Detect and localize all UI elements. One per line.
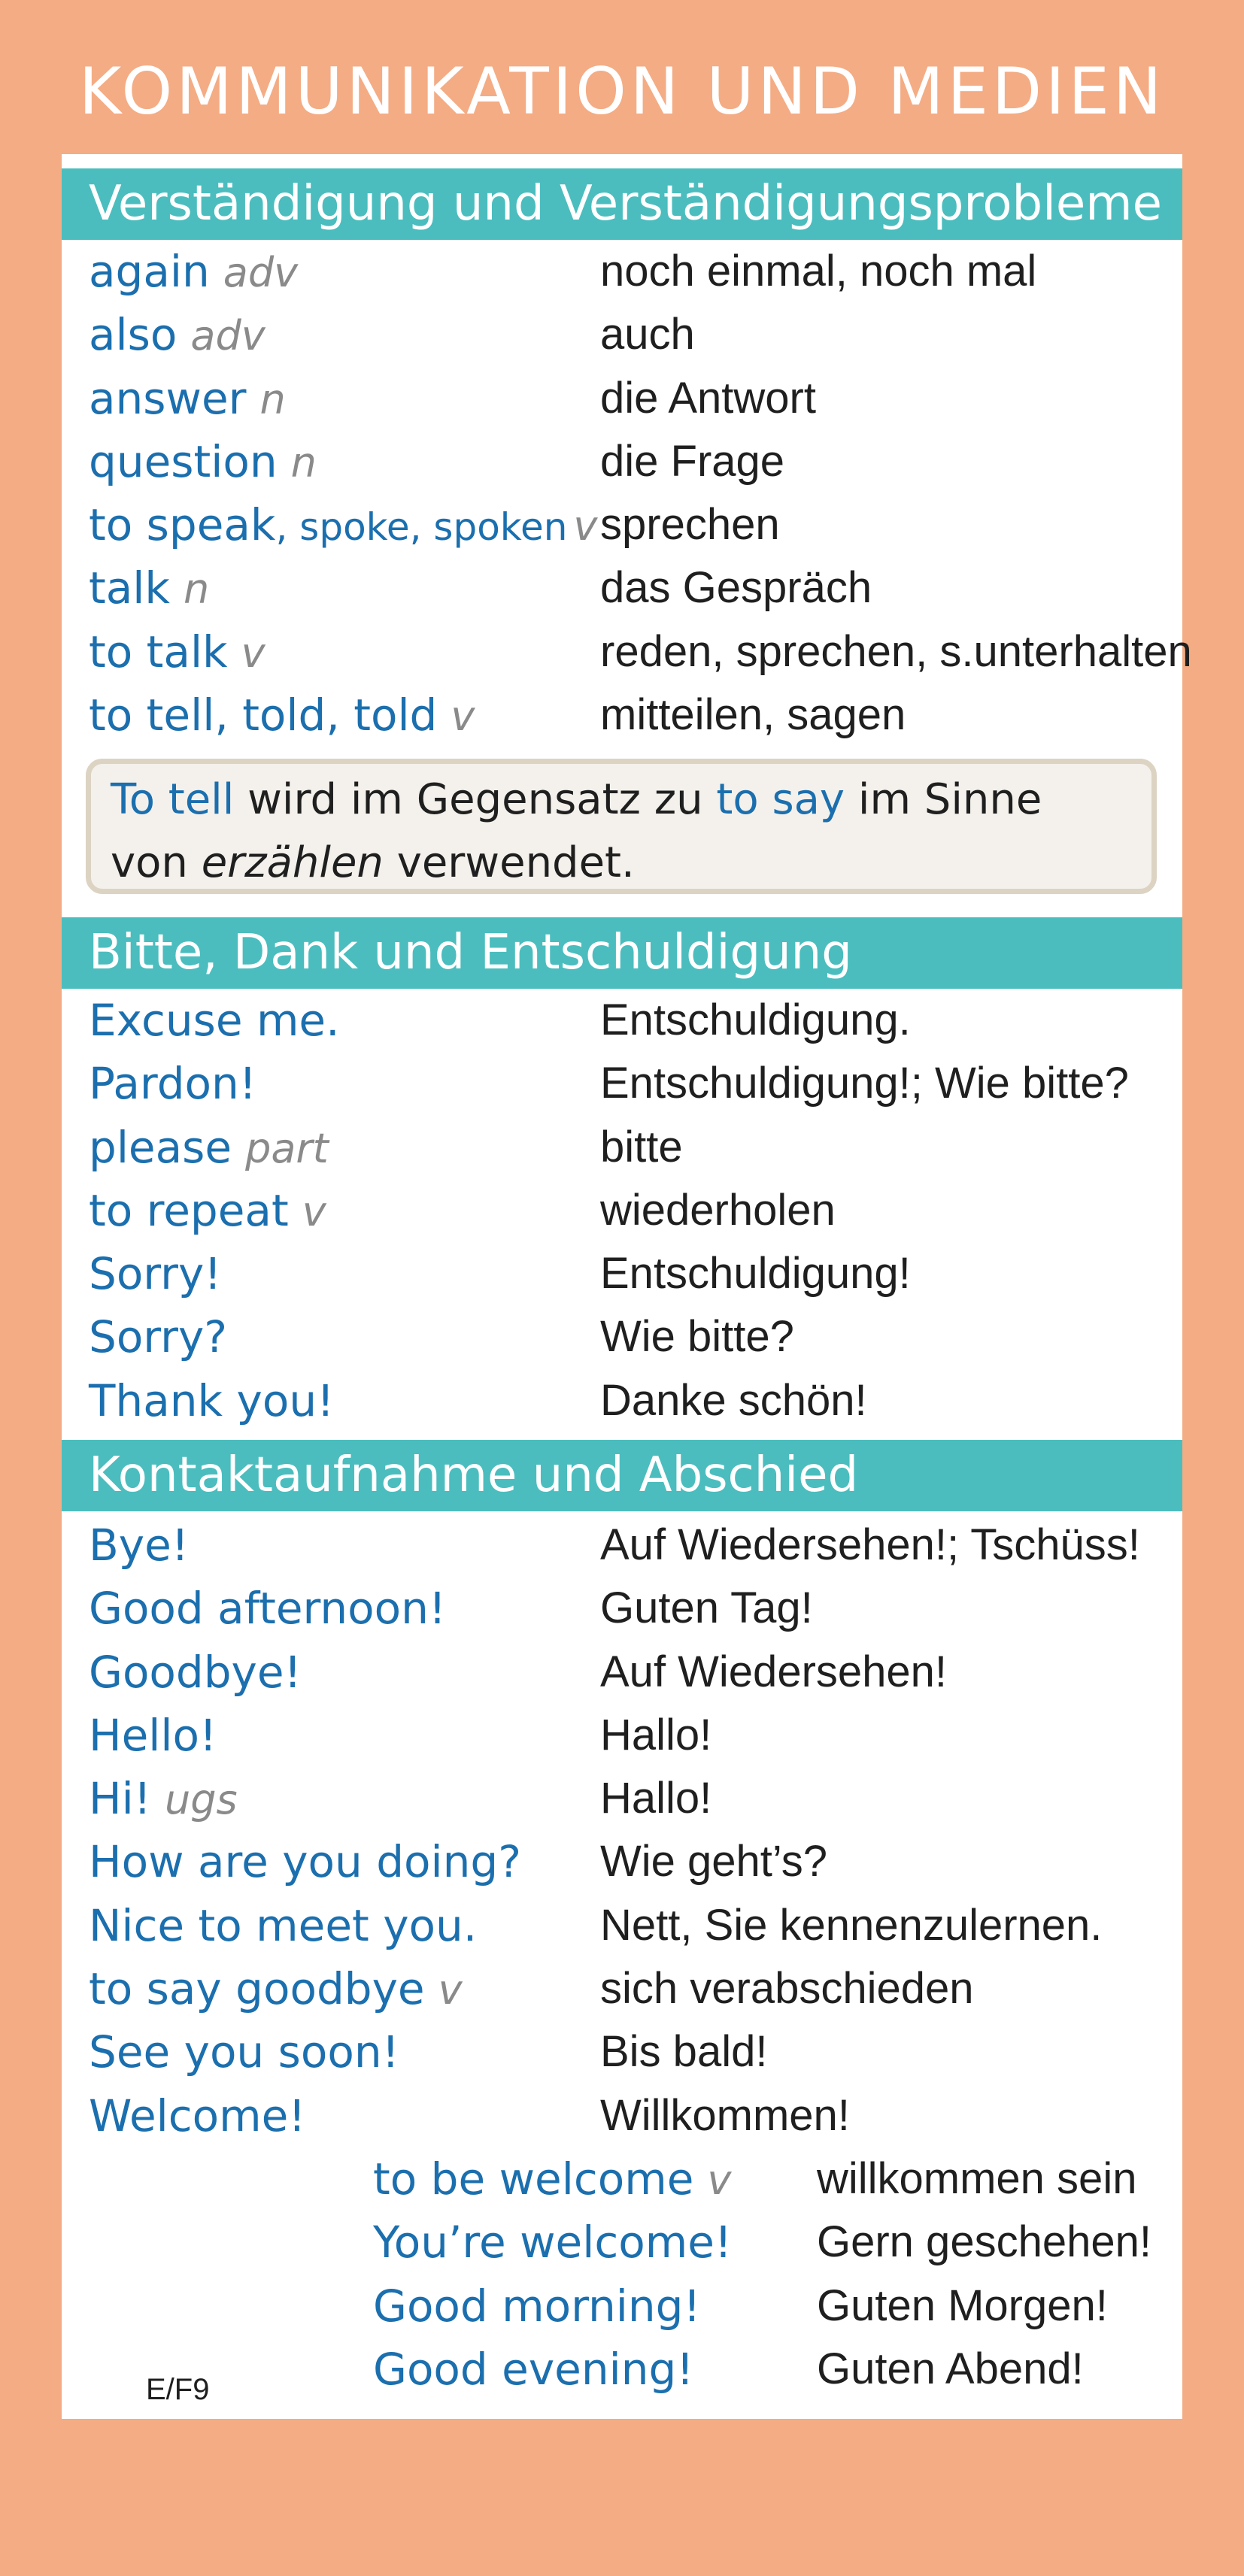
english-term: answer n [89, 372, 286, 424]
english-term: to repeat v [89, 1184, 326, 1236]
german-translation: Nett, Sie kennenzulernen. [600, 1900, 1103, 1950]
part-of-speech: v [241, 629, 265, 677]
vocab-subentry [62, 2147, 1182, 2211]
vocab-entry [62, 240, 1182, 303]
vocab-entry [62, 1305, 1182, 1368]
english-term: How are you doing? [89, 1836, 521, 1888]
english-term: Good evening! [373, 2343, 694, 2395]
section-header-bitte-dank: Bitte, Dank und Entschuldigung [62, 917, 1182, 989]
german-translation: das Gespräch [600, 563, 872, 613]
english-term: Goodbye! [89, 1646, 302, 1698]
english-term: Good afternoon! [89, 1583, 447, 1635]
section-header-kontakt-abschied: Kontaktaufnahme und Abschied [62, 1440, 1182, 1511]
part-of-speech: adv [190, 312, 265, 360]
vocab-subentry [62, 2211, 1182, 2274]
german-translation: willkommen sein [817, 2154, 1137, 2203]
vocab-entry [62, 1957, 1182, 2020]
german-translation: Gern geschehen! [817, 2217, 1151, 2267]
english-term: Sorry! [89, 1248, 222, 1300]
vocab-subentry [62, 2274, 1182, 2338]
usage-note-line-1: To tell wird im Gegensatz zu to say im Sinne [111, 775, 1042, 824]
german-translation: Auf Wiedersehen! [600, 1647, 948, 1696]
vocab-entry [62, 367, 1182, 430]
part-of-speech: n [259, 375, 286, 423]
english-term: You’re welcome! [373, 2217, 733, 2268]
german-translation: Auf Wiedersehen!; Tschüss! [600, 1520, 1140, 1569]
german-translation: noch einmal, noch mal [600, 247, 1037, 295]
german-translation: Hallo! [600, 1710, 712, 1759]
german-translation: reden, sprechen, s.unterhalten [600, 626, 1192, 676]
german-translation: bitte [600, 1122, 683, 1171]
english-term: Welcome! [89, 2090, 306, 2141]
english-term: to say goodbye v [89, 1963, 463, 2015]
vocab-entry [62, 1830, 1182, 1893]
section-header-verstaendigung: Verständigung und Verständigungsprobleme [62, 168, 1182, 240]
german-translation: Entschuldigung. [600, 996, 911, 1044]
vocab-entry [62, 620, 1192, 683]
german-translation: Wie bitte? [600, 1312, 794, 1362]
german-translation: mitteilen, sagen [600, 690, 906, 740]
german-translation: wiederholen [600, 1185, 836, 1235]
german-translation: die Frage [600, 436, 785, 486]
english-term: also adv [89, 309, 265, 361]
usage-note [86, 759, 1157, 894]
vocab-entry [62, 1641, 1182, 1704]
vocabulary-card [62, 154, 1192, 2419]
vocab-entry [62, 2084, 1182, 2147]
english-term: please part [89, 1121, 329, 1173]
part-of-speech: adv [223, 249, 299, 296]
german-translation: Wie geht’s? [600, 1837, 827, 1887]
part-of-speech: v [302, 1187, 326, 1235]
vocab-entry [62, 1577, 1182, 1640]
english-term: Pardon! [89, 1058, 257, 1110]
english-term: talk n [89, 562, 210, 614]
english-term: Excuse me. [89, 995, 340, 1046]
card-code: E/F9 [146, 2373, 210, 2406]
entry-list-bitte-dank [62, 989, 1182, 1432]
german-translation: sprechen [600, 500, 780, 550]
part-of-speech: n [184, 565, 210, 614]
vocab-entry [62, 2020, 1182, 2084]
vocab-entry [62, 1767, 1182, 1830]
german-translation: die Antwort [600, 373, 816, 423]
vocab-subentry [62, 2338, 1182, 2401]
german-translation: Hallo! [600, 1774, 712, 1823]
part-of-speech: v [707, 2156, 732, 2204]
english-term: question n [89, 435, 317, 487]
german-translation: auch [600, 310, 695, 359]
usage-note-line-2: von erzählen verwendet. [111, 838, 635, 887]
vocab-entry [62, 493, 1182, 556]
english-term: Nice to meet you. [89, 1899, 478, 1951]
part-of-speech: v [438, 1966, 463, 2014]
english-term: Hello! [89, 1709, 217, 1761]
entry-list-kontakt-abschied [62, 1514, 1182, 2147]
english-term: Bye! [89, 1520, 190, 1571]
english-term: to tell, told, told v [89, 689, 475, 741]
german-translation: Entschuldigung! [600, 1249, 911, 1299]
vocab-entry [62, 430, 1182, 493]
english-term: again adv [89, 246, 299, 297]
german-translation: Entschuldigung!; Wie bitte? [600, 1059, 1129, 1108]
part-of-speech: v [573, 502, 598, 550]
vocab-entry [62, 1894, 1182, 1957]
vocab-entry [62, 989, 1182, 1052]
page-title: KOMMUNIKATION UND MEDIEN [78, 54, 1166, 129]
vocab-entry [62, 1704, 1182, 1767]
german-translation: Guten Abend! [817, 2344, 1084, 2393]
german-translation: Guten Tag! [600, 1583, 813, 1633]
english-term: to talk v [89, 626, 265, 677]
german-translation: Bis bald! [600, 2027, 768, 2077]
vocab-entry [62, 1369, 1182, 1432]
vocab-entry [62, 1242, 1182, 1305]
vocab-entry [62, 683, 1182, 747]
english-term: Thank you! [89, 1374, 335, 1426]
german-translation: Guten Morgen! [817, 2281, 1108, 2330]
english-term: to be welcome v [373, 2153, 732, 2205]
german-translation: Willkommen! [600, 2090, 850, 2140]
english-term: Good morning! [373, 2280, 701, 2332]
sub-entry-list-welcome [62, 2147, 1182, 2401]
vocab-entry [62, 1179, 1182, 1242]
part-of-speech: v [451, 692, 475, 741]
english-term: to speak, spoke, spoken v [89, 499, 598, 551]
english-term: Hi! ugs [89, 1773, 238, 1825]
part-of-speech: part [245, 1124, 329, 1172]
vocab-entry [62, 556, 1182, 620]
german-translation: Danke schön! [600, 1375, 867, 1425]
vocab-entry [62, 1116, 1182, 1179]
part-of-speech: n [290, 438, 317, 486]
part-of-speech: ugs [164, 1776, 238, 1824]
german-translation: sich verabschieden [600, 1964, 974, 2014]
entry-list-verstaendigung [62, 240, 1192, 747]
vocab-entry [62, 303, 1182, 366]
vocab-entry [62, 1052, 1182, 1115]
english-term: See you soon! [89, 2026, 399, 2078]
english-term: Sorry? [89, 1311, 228, 1363]
vocab-entry [62, 1514, 1182, 1577]
